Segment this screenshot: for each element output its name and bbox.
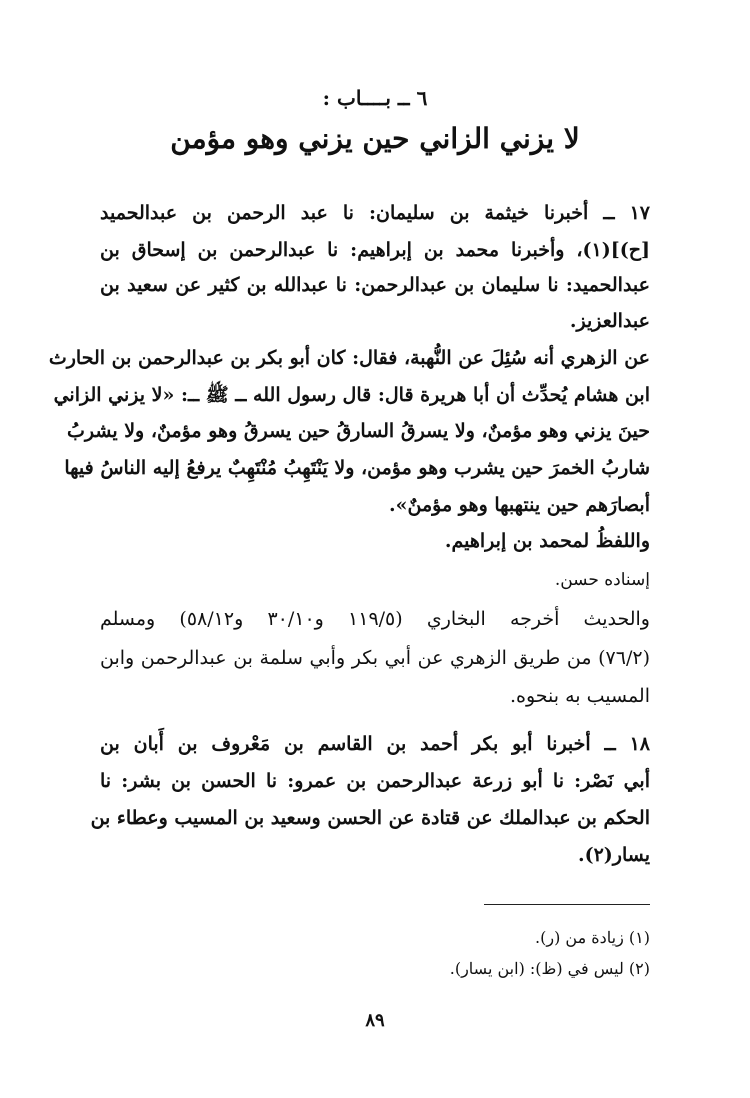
hadith-18-isnad-line-1: ١٨ ــ أخبرنا أبو بكر أحمد بن القاسم بن مَعْروف بن أَبان بن bbox=[100, 733, 650, 755]
hadith-17-text-line-6: واللفظُ لمحمد بن إبراهيم. bbox=[444, 530, 650, 552]
footnote-2: (٢) ليس في (ظ): (ابن يسار). bbox=[449, 959, 650, 978]
hadith-18-isnad-line-3: الحكم بن عبدالملك عن قتادة عن الحسن وسعيد بن المسيب وعطاء بن bbox=[90, 807, 650, 829]
chapter-title: لا يزني الزاني حين يزني وهو مؤمن bbox=[170, 122, 580, 155]
footnote-separator bbox=[484, 904, 650, 905]
hadith-17-text-line-2: ابن هشام يُحدِّث أن أبا هريرة قال: قال رسول الله ــ ﷺ ــ: «لا يزني الزاني bbox=[53, 384, 650, 406]
page-number: ٨٩ bbox=[365, 1010, 385, 1031]
hadith-17-isnad-line-2: [ح)](١)، وأخبرنا محمد بن إبراهيم: نا عبدالرحمن بن إسحاق بن bbox=[100, 239, 650, 261]
hadith-17-text-line-1: عن الزهري أنه سُئِلَ عن النُّهبة، فقال: كان أبو بكر بن عبدالرحمن بن الحارث bbox=[48, 347, 650, 369]
hadith-17-text-line-5: أبصارَهم حين ينتهبها وهو مؤمنٌ». bbox=[389, 494, 650, 516]
hadith-17-isnad-line-1: ١٧ ــ أخبرنا خيثمة بن سليمان: نا عبد الرحمن بن عبدالحميد bbox=[100, 202, 650, 224]
hadith-17-isnad-line-3: عبدالحميد: نا سليمان بن عبدالرحمن: نا عبدالله بن كثير عن سعيد بن bbox=[100, 274, 650, 296]
hadith-17-text-line-4: شاربُ الخمرَ حين يشرب وهو مؤمن، ولا يَنْتَهِبُ مُنْتَهِبٌ يرفعُ إليه الناسُ فيها bbox=[64, 457, 650, 479]
hadith-17-takhrij-line-3: المسيب به بنحوه. bbox=[509, 685, 650, 707]
footnote-1: (١) زيادة من (ر). bbox=[535, 928, 650, 947]
hadith-17-text-line-3: حينَ يزني وهو مؤمنٌ، ولا يسرقُ السارقُ حين يسرقُ وهو مؤمنٌ، ولا يشربُ bbox=[67, 420, 650, 442]
hadith-18-isnad-line-4: يسار(٢). bbox=[577, 844, 650, 866]
hadith-18-isnad-line-2: أبي نَصْر: نا أبو زرعة عبدالرحمن بن عمرو: نا الحسن بن بشر: نا bbox=[100, 770, 650, 792]
chapter-heading: ٦ ــ بــــاب : bbox=[322, 86, 428, 110]
hadith-17-isnad-line-4: عبدالعزيز. bbox=[569, 310, 650, 332]
hadith-17-grading: إسناده حسن. bbox=[554, 570, 650, 590]
hadith-17-takhrij-line-1: والحديث أخرجه البخاري (١١٩/٥ و٣٠/١٠ و٥٨/١٢) ومسلم bbox=[100, 608, 650, 630]
hadith-17-takhrij-line-2: (٧٦/٢) من طريق الزهري عن أبي بكر وأبي سلمة بن عبدالرحمن وابن bbox=[100, 647, 650, 669]
